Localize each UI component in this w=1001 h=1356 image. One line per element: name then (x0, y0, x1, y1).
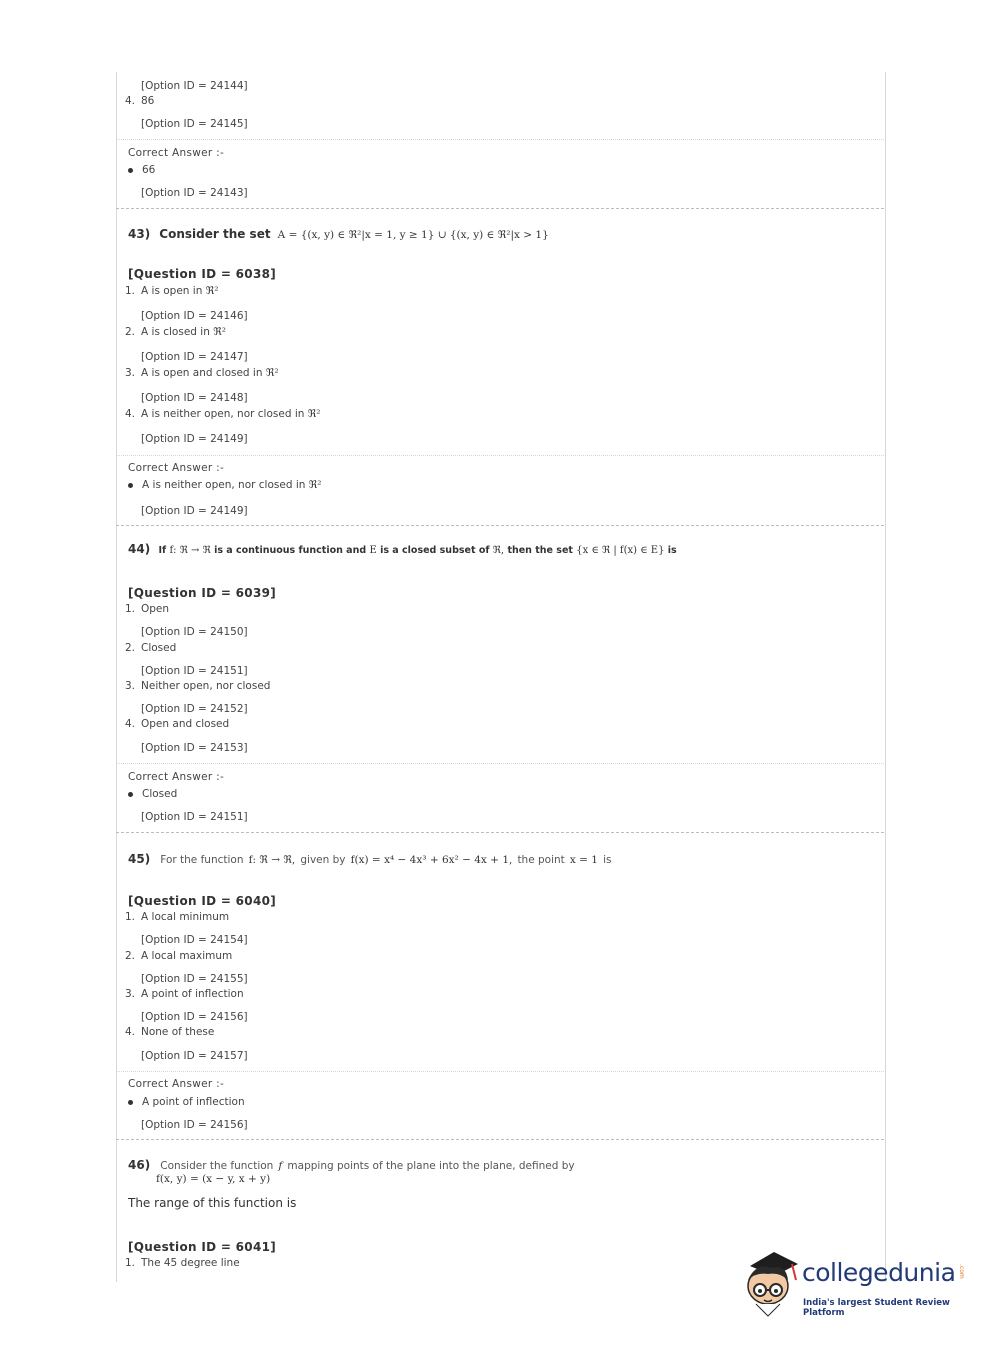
option-number: 2. (125, 326, 136, 338)
correct-answer: 66 (128, 164, 155, 176)
option-id: [Option ID = 24147] (141, 351, 248, 363)
correct-answer-label: Correct Answer :- (128, 1078, 225, 1090)
divider (116, 763, 884, 764)
correct-answer-label: Correct Answer :- (128, 462, 225, 474)
option-number: 3. (125, 367, 136, 379)
option-text: Neither open, nor closed (141, 680, 271, 692)
option-number: 4. (125, 1026, 136, 1038)
option-number: 2. (125, 950, 136, 962)
option-text: Open (141, 603, 170, 615)
question-separator (116, 208, 884, 209)
option-id: [Option ID = 24155] (141, 973, 248, 985)
option-id: [Option ID = 24154] (141, 934, 248, 946)
question-separator (116, 832, 884, 833)
option-number: 3. (125, 988, 136, 1000)
correct-answer: A is neither open, nor closed in ℜ² (128, 479, 322, 491)
option-number: 1. (125, 603, 136, 615)
logo-wordmark: collegedunia (802, 1258, 956, 1287)
question-text: The range of this function is (128, 1196, 297, 1210)
logo-tagline: India's largest Student Review Platform (803, 1298, 950, 1318)
question-id: [Question ID = 6041] (128, 1240, 277, 1254)
bullet-icon (128, 1100, 133, 1105)
option-text: None of these (141, 1026, 215, 1038)
question-id: [Question ID = 6040] (128, 894, 277, 908)
option-number: 4. (125, 408, 136, 420)
option-text: Open and closed (141, 718, 230, 730)
option-id: [Option ID = 24150] (141, 626, 248, 638)
option-number: 1. (125, 911, 136, 923)
correct-answer-id: [Option ID = 24149] (141, 505, 248, 517)
bullet-icon (128, 792, 133, 797)
option-number: 3. (125, 680, 136, 692)
option-text: A is neither open, nor closed in ℜ² (141, 408, 321, 420)
correct-answer-label: Correct Answer :- (128, 771, 225, 783)
question-46-header: 46) Consider the function f mapping points of the plane into the plane, defined by (128, 1158, 575, 1172)
option-id: [Option ID = 24153] (141, 742, 248, 754)
option-id: [Option ID = 24152] (141, 703, 248, 715)
option-text: A local maximum (141, 950, 233, 962)
correct-answer-id: [Option ID = 24151] (141, 811, 248, 823)
question-44-header: 44) If f: ℜ → ℜ is a continuous function and E is a closed subset of ℜ, then the set {x ∈ ℜ | f(x) ∈ E} is (128, 542, 677, 556)
logo-domain: .com (958, 1264, 965, 1279)
option-id: [Option ID = 24144] (141, 80, 248, 92)
divider (116, 1071, 884, 1072)
divider (116, 139, 884, 140)
option-id: [Option ID = 24156] (141, 1011, 248, 1023)
option-text: 86 (141, 95, 155, 107)
option-id: [Option ID = 24148] (141, 392, 248, 404)
bullet-icon (128, 168, 133, 173)
option-text: Closed (141, 642, 177, 654)
option-text: A local minimum (141, 911, 230, 923)
option-id: [Option ID = 24145] (141, 118, 248, 130)
option-text: A is open and closed in ℜ² (141, 367, 279, 379)
divider (116, 455, 884, 456)
option-id: [Option ID = 24149] (141, 433, 248, 445)
question-id: [Question ID = 6039] (128, 586, 277, 600)
correct-answer: A point of inflection (128, 1096, 245, 1108)
correct-answer-label: Correct Answer :- (128, 147, 225, 159)
option-text: A is closed in ℜ² (141, 326, 226, 338)
question-43-header: 43) Consider the set A = {(x, y) ∈ ℜ²|x = 1, y ≥ 1} ∪ {(x, y) ∈ ℜ²|x > 1} (128, 227, 549, 241)
correct-answer-id: [Option ID = 24143] (141, 187, 248, 199)
option-number: 4. (125, 95, 136, 107)
option-number: 2. (125, 642, 136, 654)
question-separator (116, 1139, 884, 1140)
option-id: [Option ID = 24146] (141, 310, 248, 322)
option-number: 1. (125, 1257, 136, 1269)
option-text: A point of inflection (141, 988, 244, 1000)
option-text: The 45 degree line (141, 1257, 240, 1269)
question-separator (116, 525, 884, 526)
option-number: 1. (125, 285, 136, 297)
option-number: 4. (125, 718, 136, 730)
function-formula: f(x, y) = (x − y, x + y) (156, 1173, 271, 1185)
option-id: [Option ID = 24157] (141, 1050, 248, 1062)
collegedunia-logo (742, 1250, 972, 1320)
correct-answer-id: [Option ID = 24156] (141, 1119, 248, 1131)
option-text: A is open in ℜ² (141, 285, 219, 297)
bullet-icon (128, 483, 133, 488)
mascot-icon (742, 1250, 804, 1320)
question-45-header: 45) For the function f: ℜ → ℜ, given by f(x) = x⁴ − 4x³ + 6x² − 4x + 1, the point x = 1 is (128, 852, 612, 866)
option-id: [Option ID = 24151] (141, 665, 248, 677)
question-id: [Question ID = 6038] (128, 267, 277, 281)
correct-answer: Closed (128, 788, 177, 800)
